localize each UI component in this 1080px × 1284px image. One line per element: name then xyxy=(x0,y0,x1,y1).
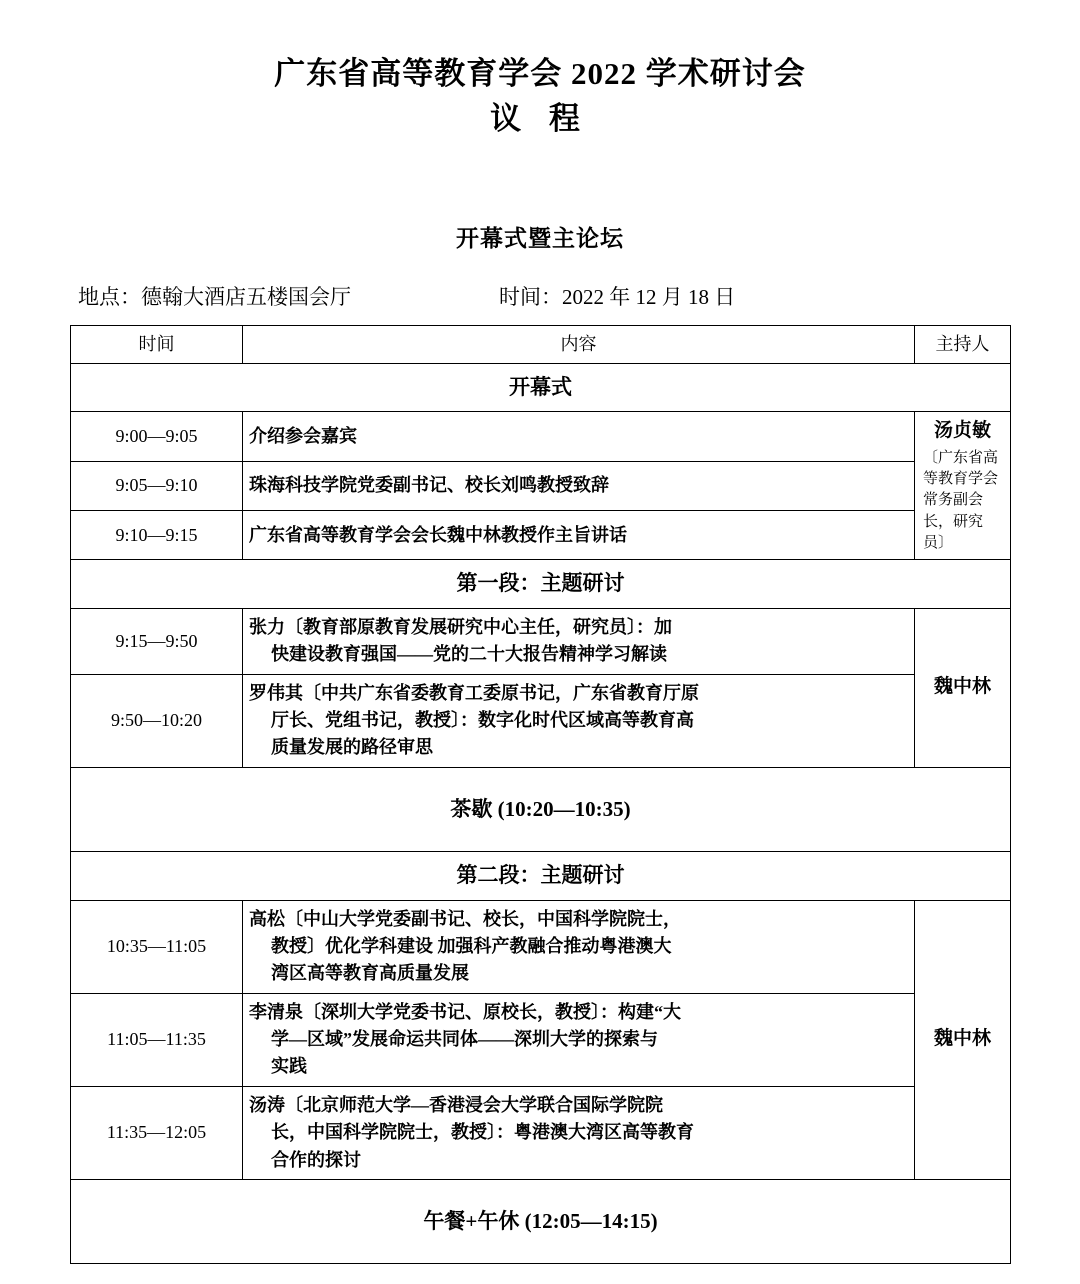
content-line: 快建设教育强国——党的二十大报告精神学习解读 xyxy=(271,644,667,665)
table-row xyxy=(71,412,1011,461)
row-content xyxy=(243,511,915,560)
event-date: 时间：2022 年 12 月 18 日 xyxy=(499,284,736,309)
row-time: 9:10—9:15 xyxy=(71,511,243,560)
table-row xyxy=(71,608,1011,674)
band-label-lunch: 午餐+午休 (12:05—14:15) xyxy=(71,1179,1011,1264)
band-row-part2 xyxy=(71,852,1011,901)
content-line: 介绍参会嘉宾 xyxy=(249,425,357,446)
content-line: 罗伟其〔中共广东省委教育工委原书记，广东省教育厅原 xyxy=(249,682,699,703)
content-line: 合作的探讨 xyxy=(271,1149,361,1170)
content-line: 高松〔中山大学党委副书记、校长，中国科学院院士， xyxy=(249,908,681,929)
row-time: 9:50—10:20 xyxy=(71,674,243,767)
event-meta xyxy=(70,281,1010,311)
row-content xyxy=(243,608,915,674)
content-line: 质量发展的路径审思 xyxy=(271,737,433,758)
row-content xyxy=(243,461,915,510)
row-content xyxy=(243,412,915,461)
row-host xyxy=(915,412,1011,560)
row-content xyxy=(243,1086,915,1179)
band-label-part1: 第一段：主题研讨 xyxy=(71,560,1011,609)
row-content xyxy=(243,674,915,767)
row-content xyxy=(243,900,915,993)
table-row xyxy=(71,674,1011,767)
band-row-opening xyxy=(71,363,1011,412)
column-header-time: 时间 xyxy=(71,325,243,363)
host-description: 〔广东省高等教育学会常务副会长，研究员〕 xyxy=(923,449,999,552)
band-row-tea-break xyxy=(71,767,1011,852)
table-row xyxy=(71,511,1011,560)
content-line: 长，中国科学院院士，教授〕：粤港澳大湾区高等教育 xyxy=(271,1122,694,1143)
row-content xyxy=(243,993,915,1086)
table-row xyxy=(71,1086,1011,1179)
event-place: 地点：德翰大酒店五楼国会厅 xyxy=(78,284,351,309)
page-title xyxy=(70,52,1010,142)
row-time: 11:05—11:35 xyxy=(71,993,243,1086)
row-time: 11:35—12:05 xyxy=(71,1086,243,1179)
table-row xyxy=(71,993,1011,1086)
content-line: 湾区高等教育高质量发展 xyxy=(271,963,469,984)
table-row xyxy=(71,900,1011,993)
content-line: 教授〕优化学科建设 加强科产教融合推动粤港澳大 xyxy=(271,936,672,957)
host-name: 魏中林 xyxy=(933,1027,991,1049)
band-row-part1 xyxy=(71,560,1011,609)
content-line: 珠海科技学院党委副书记、校长刘鸣教授致辞 xyxy=(249,475,609,496)
content-line: 李清泉〔深圳大学党委书记、原校长，教授〕：构建“大 xyxy=(249,1001,681,1022)
host-name: 魏中林 xyxy=(933,675,991,697)
band-row-lunch xyxy=(71,1179,1011,1264)
content-line: 张力〔教育部原教育发展研究中心主任，研究员〕：加 xyxy=(249,616,672,637)
column-header-host: 主持人 xyxy=(915,325,1011,363)
content-line: 学—区域”发展命运共同体——深圳大学的探索与 xyxy=(271,1029,658,1050)
band-label-tea-break: 茶歇 (10:20—10:35) xyxy=(71,767,1011,852)
row-host xyxy=(915,608,1011,767)
content-line: 厅长、党组书记，教授〕：数字化时代区域高等教育高 xyxy=(271,709,694,730)
page-title-line-1: 广东省高等教育学会 2022 学术研讨会 xyxy=(274,56,806,91)
content-line: 广东省高等教育学会会长魏中林教授作主旨讲话 xyxy=(249,524,627,545)
table-header-row xyxy=(71,325,1011,363)
page-title-line-2: 议 程 xyxy=(490,100,590,136)
row-time: 9:00—9:05 xyxy=(71,412,243,461)
band-label-part2: 第二段：主题研讨 xyxy=(71,852,1011,901)
table-row xyxy=(71,461,1011,510)
content-line: 汤涛〔北京师范大学—香港浸会大学联合国际学院院 xyxy=(249,1094,663,1115)
column-header-content: 内容 xyxy=(243,325,915,363)
section-title: 开幕式暨主论坛 xyxy=(456,225,624,251)
content-line: 实践 xyxy=(271,1056,307,1077)
host-name: 汤贞敏 xyxy=(933,420,991,442)
row-time: 10:35—11:05 xyxy=(71,900,243,993)
row-time: 9:05—9:10 xyxy=(71,461,243,510)
agenda-table xyxy=(70,325,1011,1265)
band-label-opening: 开幕式 xyxy=(71,363,1011,412)
row-host xyxy=(915,900,1011,1179)
row-time: 9:15—9:50 xyxy=(71,608,243,674)
